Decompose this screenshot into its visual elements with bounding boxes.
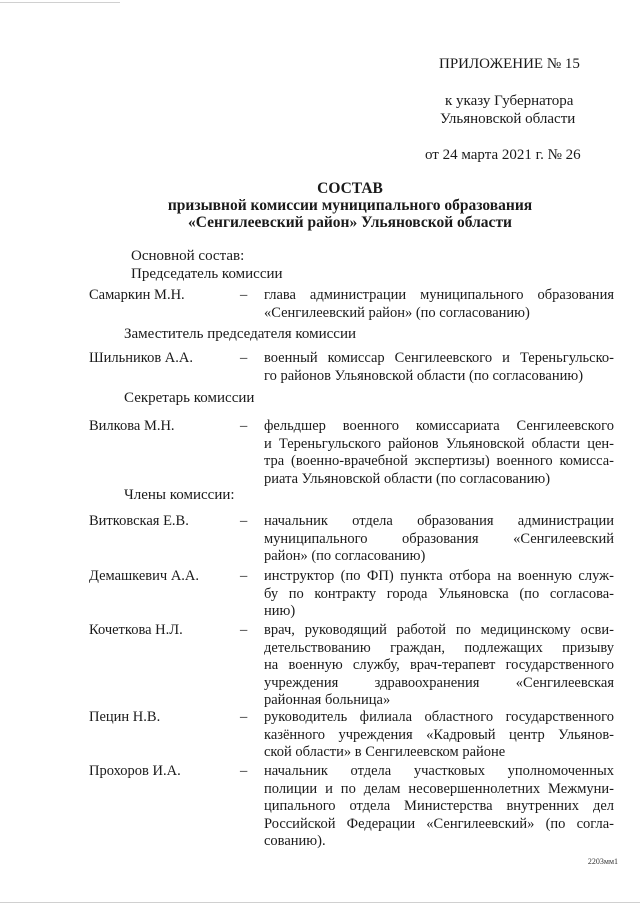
dash: – bbox=[240, 568, 248, 584]
member-name: Вилкова М.Н. bbox=[89, 418, 175, 434]
position-line: военный комиссар Сенгилеевского и Тереньгульско- bbox=[264, 350, 614, 366]
document-subtitle-1: призывной комиссии муниципального образования bbox=[167, 197, 533, 214]
appendix-number: ПРИЛОЖЕНИЕ № 15 bbox=[439, 56, 580, 72]
position-line: тра (военно-врачебной экспертизы) военного комисса- bbox=[264, 453, 614, 469]
position-line: руководитель филиала областного государственного bbox=[264, 709, 614, 725]
decree-line-1: к указу Губернатора bbox=[445, 93, 574, 109]
position-line: глава администрации муниципального образования bbox=[264, 287, 614, 303]
section-main: Основной состав: bbox=[131, 248, 245, 264]
dash: – bbox=[240, 513, 248, 529]
position-line: на военную службу, врач-терапевт государственного bbox=[264, 657, 614, 673]
member-position bbox=[264, 709, 614, 762]
position-line: начальник отдела образования администрации bbox=[264, 513, 614, 529]
position-line: и Тереньгульского районов Ульяновской области цен- bbox=[264, 435, 614, 452]
member-position bbox=[264, 763, 614, 851]
dash: – bbox=[240, 350, 248, 366]
member-position bbox=[264, 513, 614, 566]
scan-edge-top bbox=[0, 2, 120, 3]
position-line: нию) bbox=[264, 603, 296, 619]
member-position bbox=[264, 287, 614, 322]
position-line: «Сенгилеевский район» (по согласованию) bbox=[264, 304, 530, 321]
section-chair: Председатель комиссии bbox=[131, 266, 283, 282]
footer-code: 2203мм1 bbox=[587, 857, 618, 866]
position-line: район» (по согласованию) bbox=[264, 548, 426, 564]
member-name: Витковская Е.В. bbox=[89, 513, 189, 529]
scan-edge-bottom bbox=[0, 902, 640, 903]
position-line: сованию). bbox=[264, 833, 326, 849]
member-position bbox=[264, 622, 614, 710]
position-line: учреждения здравоохранения «Сенгилеевская bbox=[264, 674, 614, 691]
member-position bbox=[264, 568, 614, 621]
position-line: риата Ульяновской области (по согласованию) bbox=[264, 470, 551, 487]
dash: – bbox=[240, 709, 248, 725]
dash: – bbox=[240, 287, 248, 303]
member-name: Демашкевич А.А. bbox=[89, 568, 200, 584]
document-title: СОСТАВ bbox=[317, 180, 383, 197]
position-line: го районов Ульяновской области (по согласованию) bbox=[264, 367, 584, 384]
member-position bbox=[264, 418, 614, 488]
section-deputy: Заместитель председателя комиссии bbox=[124, 326, 357, 342]
position-line: муниципального образования «Сенгилеевский bbox=[264, 530, 614, 547]
position-line: ской области» в Сенгилеевском районе bbox=[264, 744, 506, 760]
member-name: Прохоров И.А. bbox=[89, 763, 181, 779]
dash: – bbox=[240, 418, 248, 434]
document-subtitle-2: «Сенгилеевский район» Ульяновской области bbox=[188, 214, 512, 231]
member-name: Кочеткова Н.Л. bbox=[89, 622, 183, 638]
position-line: Российской Федерации «Сенгилеевский» (по согла- bbox=[264, 815, 614, 832]
position-line: фельдшер военного комиссариата Сенгилеевского bbox=[264, 418, 614, 434]
member-name: Самаркин М.Н. bbox=[89, 287, 185, 303]
position-line: инструктор (по ФП) пункта отбора на военную служ- bbox=[264, 568, 614, 584]
position-line: районная больница» bbox=[264, 692, 391, 708]
decree-line-2: Ульяновской области bbox=[440, 111, 576, 127]
member-name: Шильников А.А. bbox=[89, 350, 193, 366]
position-line: ципального отдела Министерства внутренних дел bbox=[264, 798, 614, 814]
position-line: бу по контракту города Ульяновска (по согласова- bbox=[264, 585, 614, 602]
position-line: начальник отдела участковых уполномоченных bbox=[264, 763, 614, 779]
position-line: полиции и по делам несовершеннолетних Межмуни- bbox=[264, 780, 614, 797]
dash: – bbox=[240, 622, 248, 638]
member-name: Пецин Н.В. bbox=[89, 709, 161, 725]
position-line: казённого учреждения «Кадровый центр Ульянов- bbox=[264, 726, 614, 743]
dash: – bbox=[240, 763, 248, 779]
position-line: детельствованию граждан, подлежащих призыву bbox=[264, 639, 614, 656]
decree-date: от 24 марта 2021 г. № 26 bbox=[425, 147, 581, 163]
section-secretary: Секретарь комиссии bbox=[124, 390, 255, 406]
position-line: врач, руководящий работой по медицинскому осви- bbox=[264, 622, 614, 638]
section-members: Члены комиссии: bbox=[124, 487, 235, 503]
member-position bbox=[264, 350, 614, 385]
